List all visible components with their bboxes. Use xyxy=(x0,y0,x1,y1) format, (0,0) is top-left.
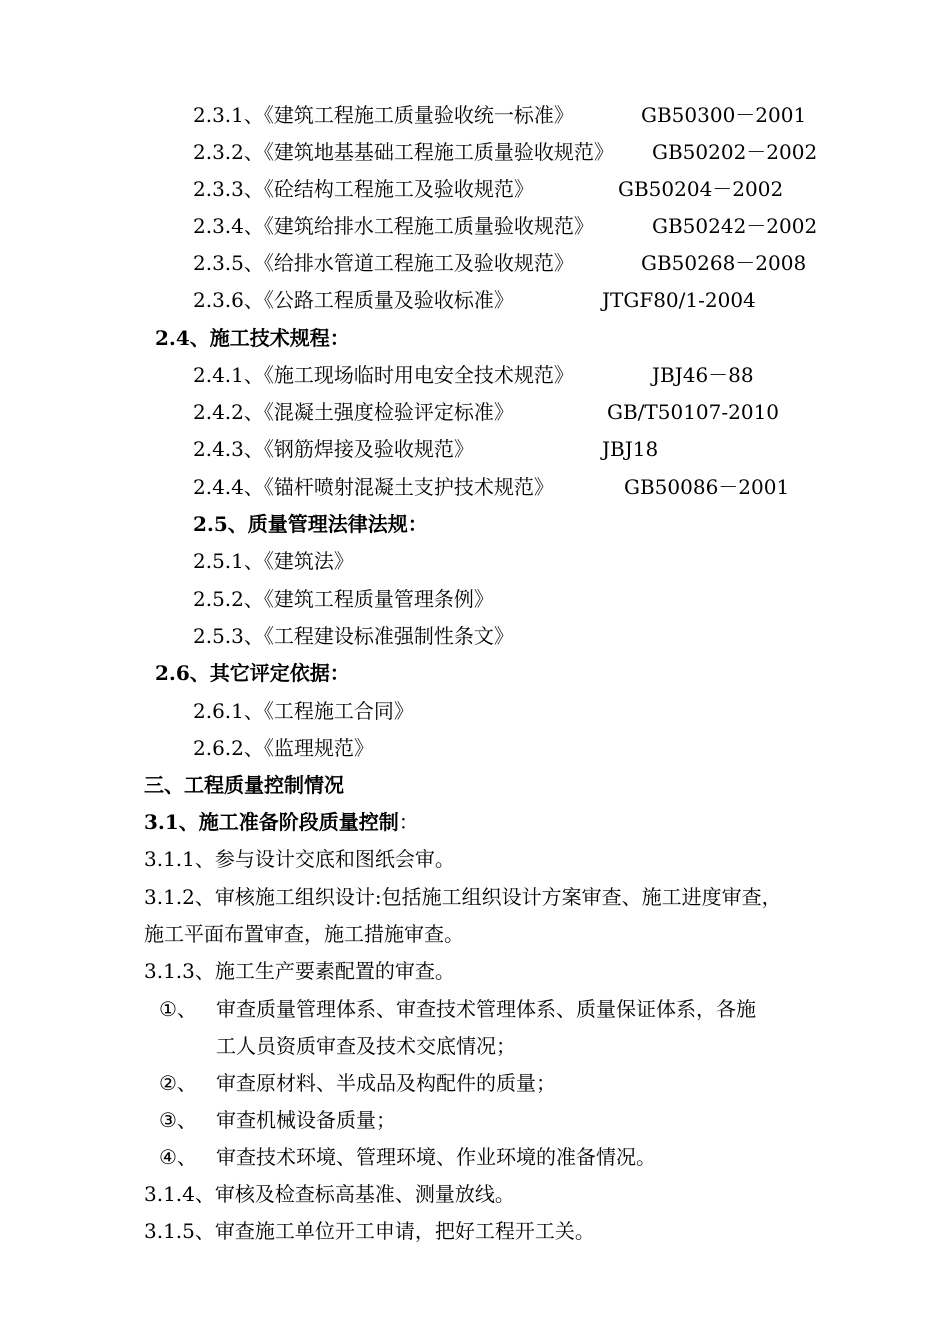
standard-code: GB50300－2001 xyxy=(641,103,807,127)
paragraph: 3.1.4、审核及检查标高基准、测量放线。 xyxy=(144,1182,515,1206)
list-marker: ②、 xyxy=(159,1071,197,1095)
standard-code: GB50204－2002 xyxy=(618,177,784,201)
standard-code: JBJ46－88 xyxy=(652,363,754,387)
section-heading: 2.4、施工技术规程： xyxy=(155,326,350,350)
list-item: 2.3.4、《建筑给排水工程施工质量验收规范》 xyxy=(193,214,594,238)
chapter-heading: 三、工程质量控制情况 xyxy=(144,773,344,797)
list-marker: ①、 xyxy=(159,997,197,1021)
list-item: 2.3.2、《建筑地基基础工程施工质量验收规范》 xyxy=(193,140,614,164)
list-marker: ④、 xyxy=(159,1145,197,1169)
subsection-heading-text: 3.1、施工准备阶段质量控制 xyxy=(144,810,399,834)
list-item: 2.6.2、《监理规范》 xyxy=(193,736,374,760)
list-item: 2.3.3、《砼结构工程施工及验收规范》 xyxy=(193,177,534,201)
list-item: 审查机械设备质量； xyxy=(216,1108,396,1132)
paragraph: 3.1.2、审核施工组织设计:包括施工组织设计方案审查、施工进度审查， xyxy=(144,885,782,909)
section-heading: 2.6、其它评定依据： xyxy=(155,661,350,685)
list-item: 2.4.1、《施工现场临时用电安全技术规范》 xyxy=(193,363,574,387)
subsection-heading xyxy=(144,809,419,835)
standard-code: GB50202－2002 xyxy=(652,140,818,164)
list-item: 2.5.1、《建筑法》 xyxy=(193,549,354,573)
list-item: 2.3.5、《给排水管道工程施工及验收规范》 xyxy=(193,251,574,275)
list-item: 审查质量管理体系、审查技术管理体系、质量保证体系，各施 xyxy=(216,997,756,1021)
standard-code: GB50086－2001 xyxy=(624,475,790,499)
list-item: 审查技术环境、管理环境、作业环境的准备情况。 xyxy=(216,1145,656,1169)
list-item: 2.3.1、《建筑工程施工质量验收统一标准》 xyxy=(193,103,574,127)
standard-code: GB50242－2002 xyxy=(652,214,818,238)
list-item: 2.4.2、《混凝土强度检验评定标准》 xyxy=(193,400,514,424)
list-marker: ③、 xyxy=(159,1108,197,1132)
standard-code: GB50268－2008 xyxy=(641,251,807,275)
paragraph: 施工平面布置审查，施工措施审查。 xyxy=(144,922,464,946)
paragraph: 3.1.5、审查施工单位开工申请，把好工程开工关。 xyxy=(144,1219,595,1243)
list-item: 2.3.6、《公路工程质量及验收标准》 xyxy=(193,288,514,312)
list-item: 2.5.2、《建筑工程质量管理条例》 xyxy=(193,587,494,611)
list-item-continuation: 工人员资质审查及技术交底情况； xyxy=(216,1034,516,1058)
list-item: 2.6.1、《工程施工合同》 xyxy=(193,699,414,723)
list-item: 审查原材料、半成品及构配件的质量； xyxy=(216,1071,556,1095)
standard-code: JBJ18 xyxy=(602,437,659,461)
list-item: 2.4.4、《锚杆喷射混凝土支护技术规范》 xyxy=(193,475,554,499)
list-item: 2.4.3、《钢筋焊接及验收规范》 xyxy=(193,437,474,461)
standard-code: GB/T50107-2010 xyxy=(607,400,780,424)
subsection-heading-colon: ： xyxy=(398,810,419,834)
paragraph: 3.1.3、施工生产要素配置的审查。 xyxy=(144,959,455,983)
list-item: 2.5.3、《工程建设标准强制性条文》 xyxy=(193,624,514,648)
section-heading: 2.5、质量管理法律法规： xyxy=(193,512,428,536)
standard-code: JTGF80/1-2004 xyxy=(602,288,756,312)
paragraph: 3.1.1、参与设计交底和图纸会审。 xyxy=(144,847,455,871)
